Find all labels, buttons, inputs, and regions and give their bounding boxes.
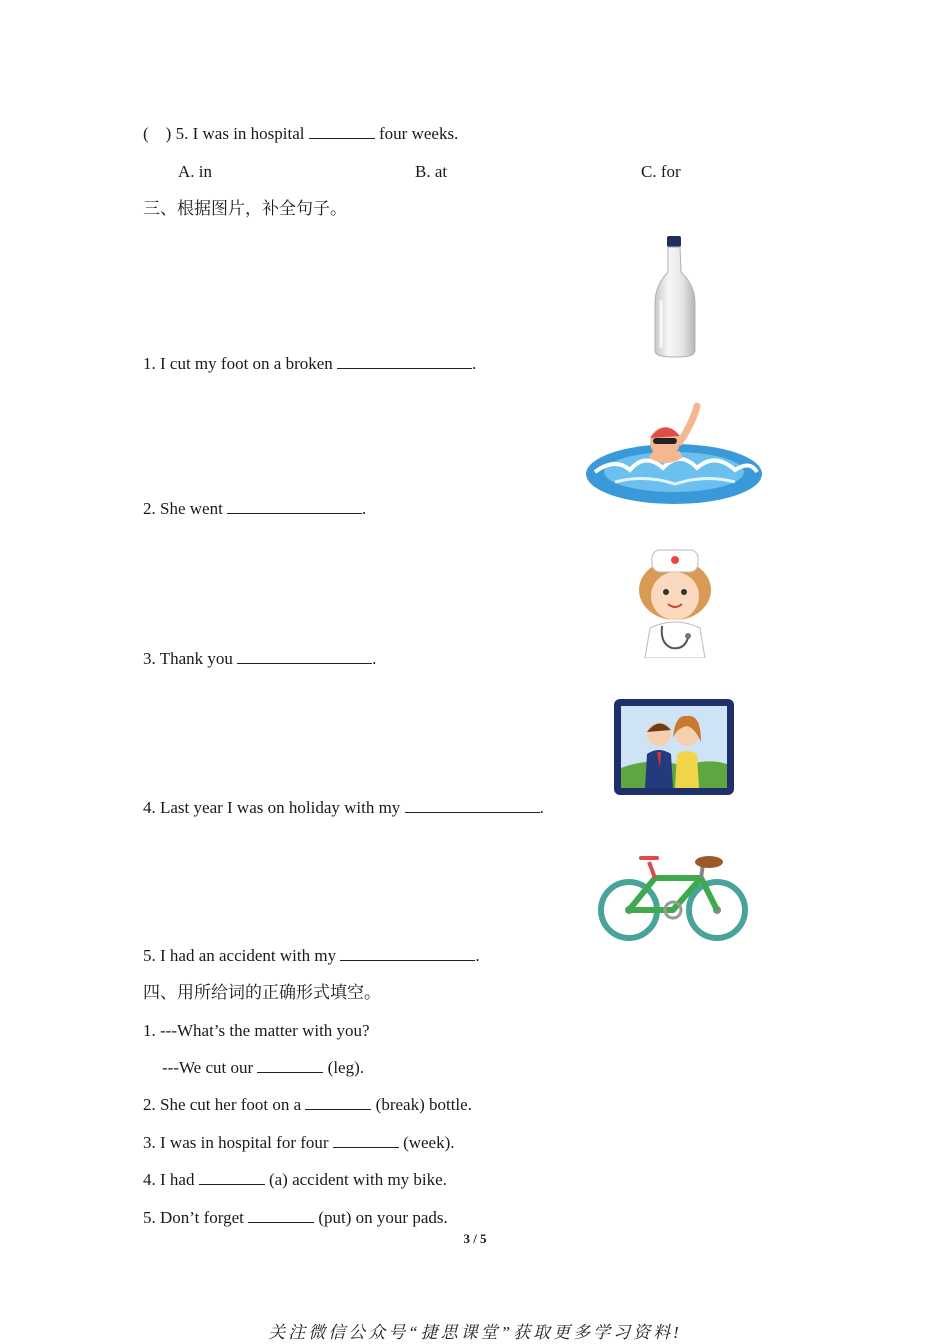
option-b: B. at: [415, 162, 448, 181]
question-text: 5. Don’t forget: [143, 1208, 249, 1227]
picture-question-3: [143, 648, 376, 670]
answer-blank[interactable]: [337, 353, 472, 369]
exercise-q2: [143, 1094, 472, 1116]
question-text: 4. I had: [143, 1170, 199, 1189]
question-text: (break) bottle.: [371, 1095, 472, 1114]
question-text: 4. Last year I was on holiday with my: [143, 798, 405, 817]
exercise-q4: [143, 1169, 447, 1191]
answer-blank[interactable]: [257, 1057, 323, 1073]
picture-question-1: [143, 353, 476, 375]
nurse-icon: [600, 540, 750, 658]
exercise-q3: [143, 1132, 455, 1154]
question-text: 5. I had an accident with my: [143, 946, 341, 965]
answer-blank[interactable]: [405, 797, 540, 813]
question-text: ---We cut our: [162, 1058, 258, 1077]
answer-paren-close: ): [165, 124, 172, 143]
bottle-icon: [645, 232, 705, 360]
footer-note: 关注微信公众号“捷思课堂”获取更多学习资料!: [268, 1323, 682, 1342]
question-text: four weeks.: [374, 124, 459, 143]
family-photo-icon: [613, 698, 735, 796]
swimmer-icon: [585, 402, 763, 506]
exercise-q1-answer: [162, 1057, 364, 1079]
question-text: 5. I was in hospital: [171, 124, 309, 143]
answer-blank[interactable]: [237, 648, 372, 664]
answer-blank[interactable]: [227, 498, 362, 514]
question-row: [143, 123, 458, 145]
answer-blank[interactable]: [199, 1169, 265, 1185]
question-text: (leg).: [323, 1058, 364, 1077]
answer-blank[interactable]: [340, 945, 475, 961]
question-text: .: [475, 946, 480, 965]
question-text: .: [362, 499, 367, 518]
exercise-q1-question: 1. ---What’s the matter with you?: [143, 1021, 370, 1040]
question-text: .: [472, 354, 477, 373]
section-heading: 三、根据图片，补全句子。: [143, 199, 347, 218]
question-text: (week).: [398, 1133, 455, 1152]
picture-question-2: [143, 498, 366, 520]
exercise-q5: [143, 1207, 448, 1229]
picture-question-4: [143, 797, 544, 819]
question-text: 3. Thank you: [143, 649, 238, 668]
option-c: C. for: [641, 162, 681, 181]
question-text: 2. She cut her foot on a: [143, 1095, 306, 1114]
question-text: (a) accident with my bike.: [264, 1170, 447, 1189]
question-text: .: [539, 798, 544, 817]
question-text: 1. I cut my foot on a broken: [143, 354, 338, 373]
answer-blank[interactable]: [309, 123, 375, 139]
page-number: 3 / 5: [463, 1231, 487, 1246]
bicycle-icon: [597, 850, 749, 944]
answer-blank[interactable]: [333, 1132, 399, 1148]
question-text: .: [372, 649, 377, 668]
question-text: 3. I was in hospital for four: [143, 1133, 333, 1152]
picture-question-5: [143, 945, 480, 967]
answer-blank[interactable]: [305, 1094, 371, 1110]
question-text: (put) on your pads.: [314, 1208, 448, 1227]
answer-blank[interactable]: [248, 1207, 314, 1223]
option-a: A. in: [178, 162, 212, 181]
answer-paren-open: (: [143, 124, 149, 143]
question-text: 2. She went: [143, 499, 228, 518]
section-heading: 四、用所给词的正确形式填空。: [143, 983, 381, 1002]
